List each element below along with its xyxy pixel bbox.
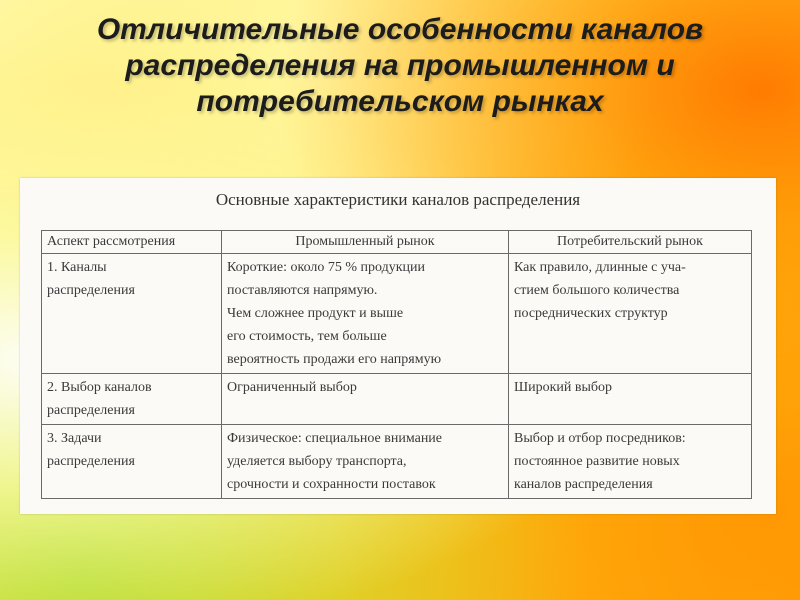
header-consumer-market: Потребительский рынок [509, 231, 752, 254]
comparison-table [41, 230, 752, 499]
cell-aspect: 3. Задачи распределения [42, 425, 222, 499]
table-caption: Основные характеристики каналов распределения [215, 190, 581, 209]
table-row [42, 254, 752, 374]
header-aspect: Аспект рассмотрения [42, 231, 222, 254]
scanned-table-image [20, 178, 776, 514]
cell-aspect: 2. Выбор каналов распределения [42, 374, 222, 425]
cell-aspect: 1. Каналы распределения [42, 254, 222, 374]
slide-title: Отличительные особенности каналов распределения на промышленном и потребительском рынках [96, 13, 704, 118]
table-row [42, 425, 752, 499]
cell-consumer: Широкий выбор [509, 374, 752, 425]
table-header-row [42, 231, 752, 254]
cell-industrial: Ограниченный выбор [222, 374, 509, 425]
header-industrial-market: Промышленный рынок [222, 231, 509, 254]
cell-consumer: Как правило, длинные с уча- стием большого количества посреднических структур [509, 254, 752, 374]
table-row [42, 374, 752, 425]
cell-industrial: Физическое: специальное внимание уделяется выбору транспорта, срочности и сохранности поставок [222, 425, 509, 499]
cell-consumer: Выбор и отбор посредников: постоянное развитие новых каналов распределения [509, 425, 752, 499]
cell-industrial: Короткие: около 75 % продукции поставляются напрямую. Чем сложнее продукт и выше его стоимость, тем больше вероятность продажи его напрямую [222, 254, 509, 374]
